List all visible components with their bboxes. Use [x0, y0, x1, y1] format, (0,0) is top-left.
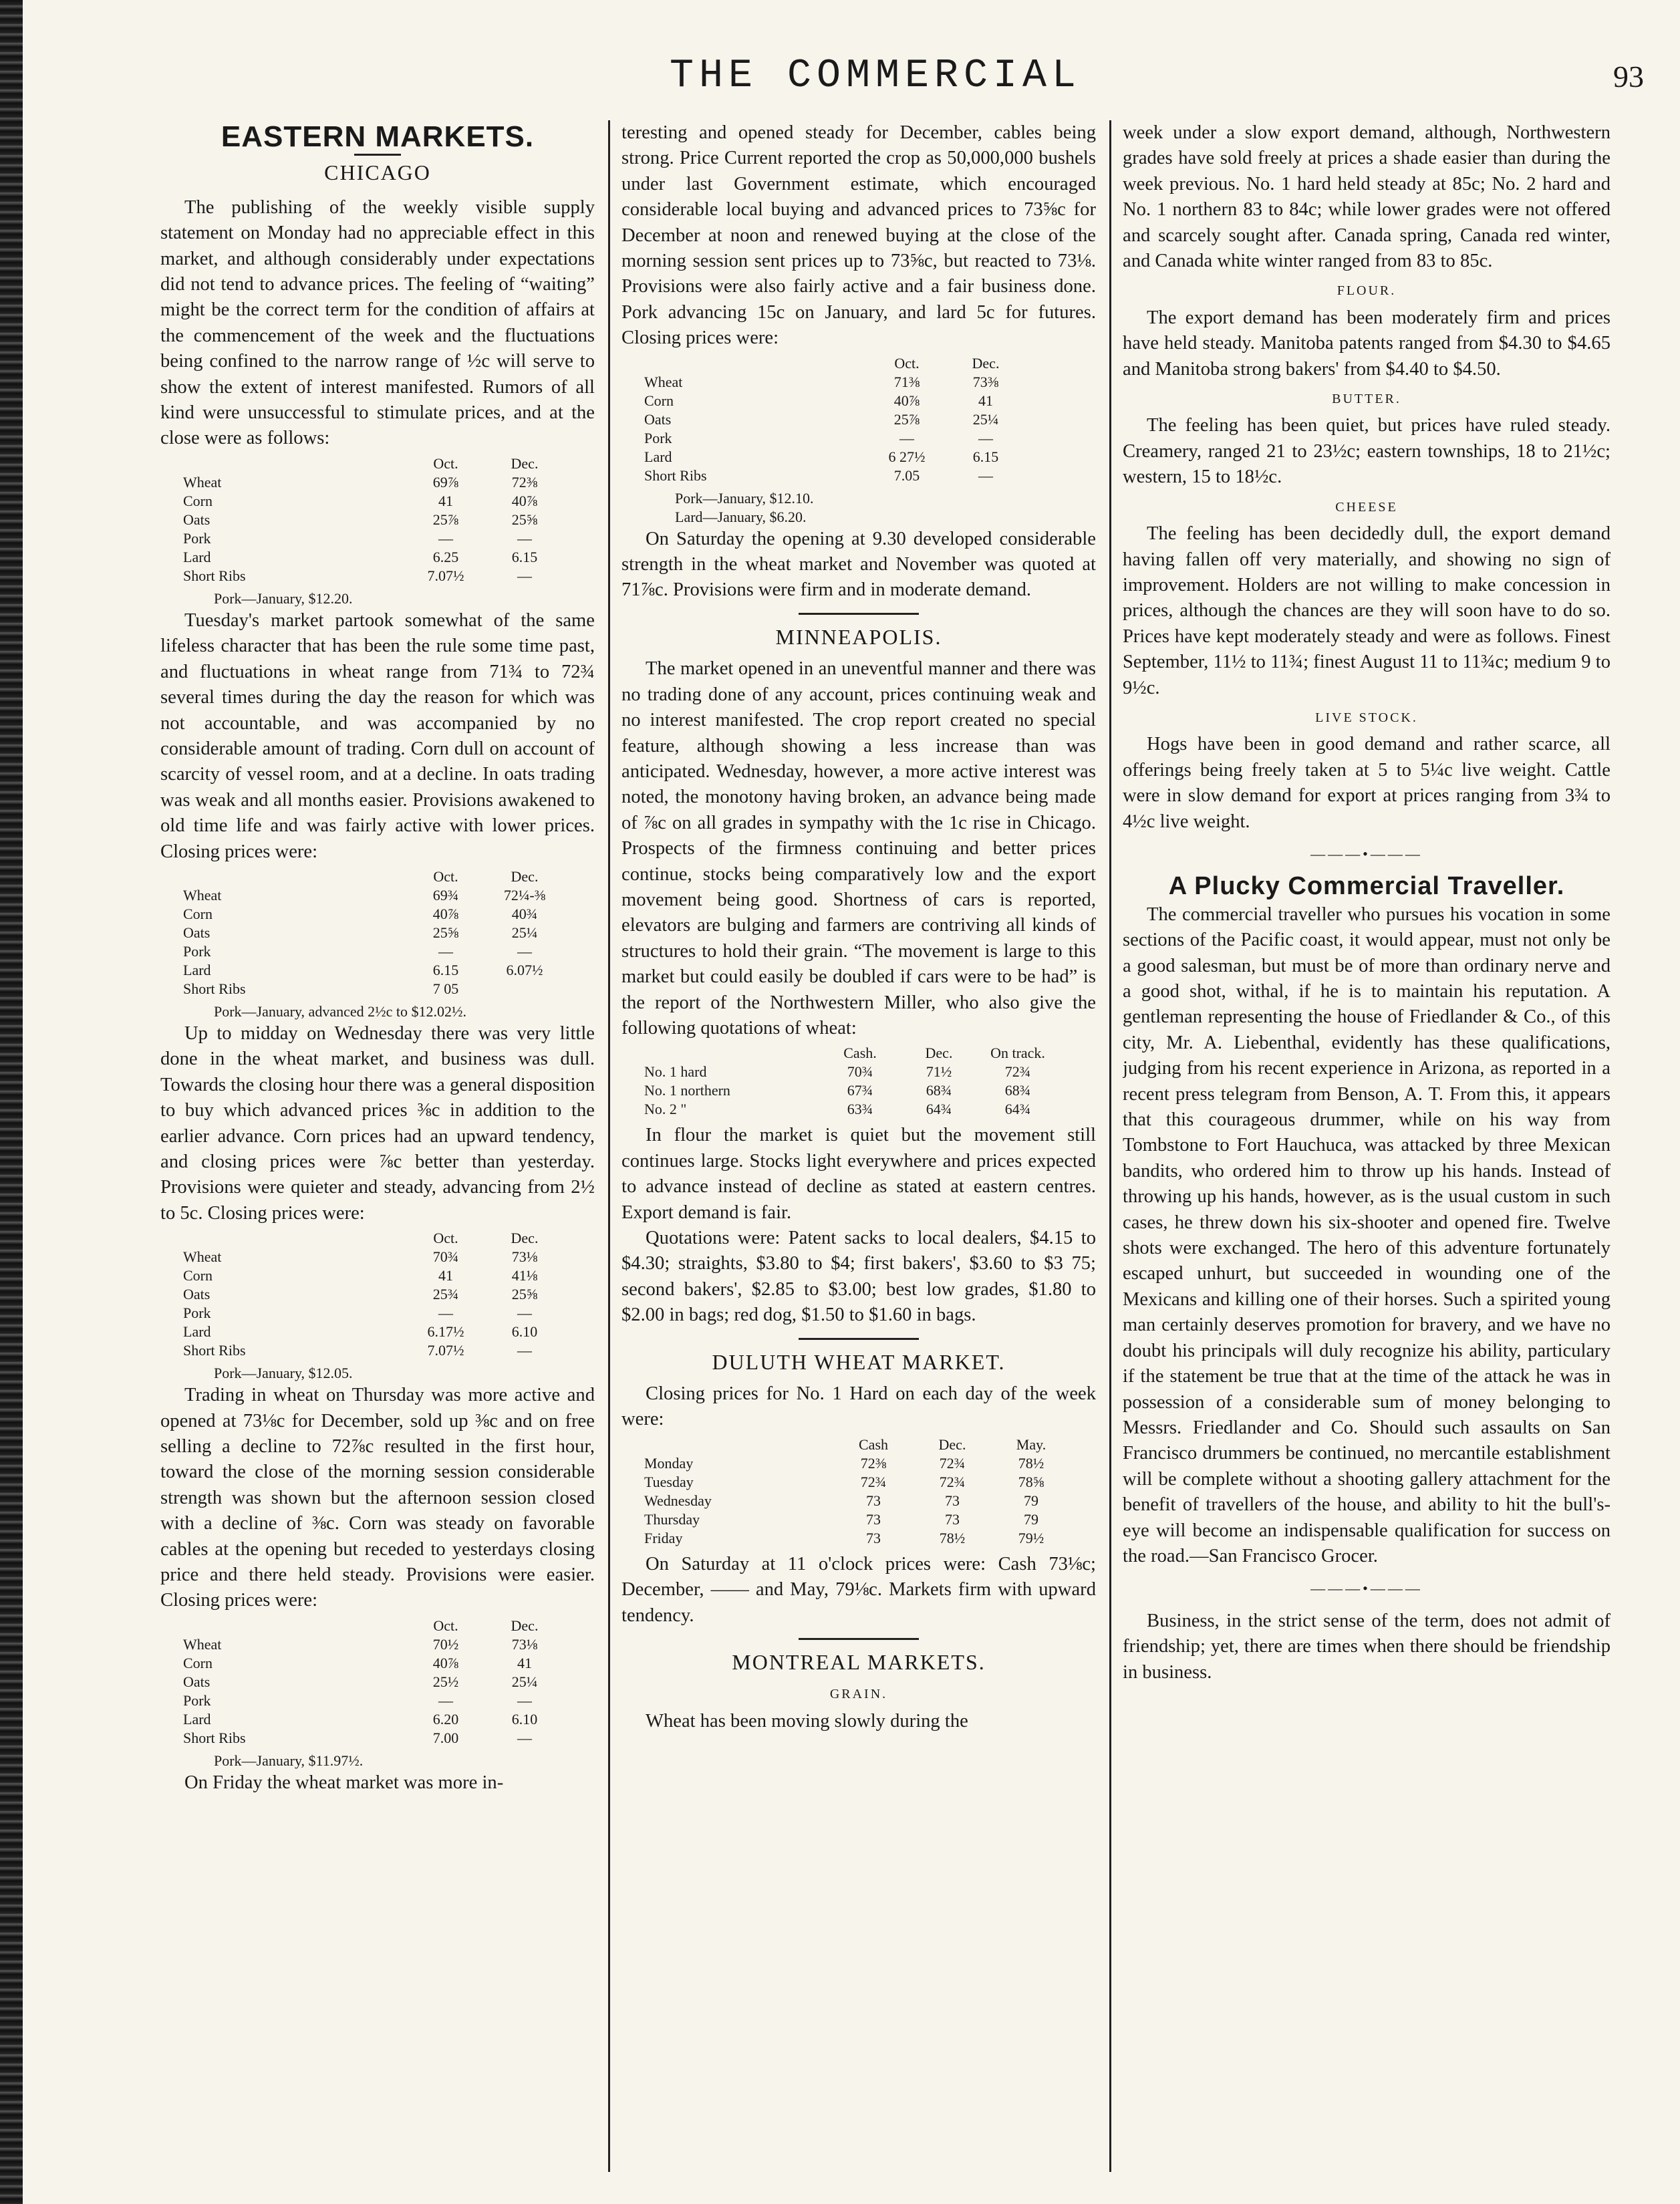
table-row: Friday 73 78½ 79½ — [644, 1529, 1044, 1546]
column-rule — [1109, 120, 1111, 2172]
table-row: Lard 6.25 6.15 — [183, 548, 538, 565]
table-row: Wheat 69¾ 72¼-⅜ — [183, 886, 546, 904]
table-row: Corn 40⅞ 41 — [644, 392, 993, 409]
col-header: Dec. — [925, 1045, 953, 1062]
section-title-eastern-markets: EASTERN MARKETS. — [221, 120, 535, 153]
table-row: No. 2 " 63¾ 64¾ 64¾ — [644, 1101, 1031, 1118]
subhead-live-stock: LIVE STOCK. — [1315, 710, 1418, 725]
column-rule — [608, 120, 610, 2172]
price-table-thursday — [180, 1617, 564, 1748]
section-title-minneapolis: MINNEAPOLIS. — [775, 624, 942, 649]
table-row: Wheat 70¾ 73⅛ — [183, 1248, 538, 1266]
paragraph: Up to midday on Wednesday there was very little done in the wheat market, and business was dull. Towards the closing hour there was a general disposition to buy which advanced prices ⅜c in addition to the earlier advance. Corn prices had an upward tendency, and closing prices were ⅞c better than yesterday. Provisions were quieter and steady, advancing from 2½ to 5c. Closing prices were: — [160, 1022, 595, 1224]
publication-title: THE COMMERCIAL — [669, 53, 1082, 99]
paragraph: On Friday the wheat market was more in- — [184, 1772, 504, 1793]
subhead-butter: BUTTER. — [1332, 392, 1401, 407]
col-header: Cash — [859, 1435, 888, 1453]
column-2 — [621, 120, 1096, 2172]
paragraph: Wheat has been moving slowly during the — [646, 1710, 968, 1732]
col-header: Dec. — [511, 454, 539, 472]
paragraph: Quotations were: Patent sacks to local dealers, $4.15 to $4.30; straights, $3.80 to $4; first bakers', $3.60 to $3 75; second bakers', $2.85 to $3.00; best low grades, $1.80 to $2.00 in bags; red dog, $1.50 to $1.60 in bags. — [621, 1228, 1096, 1326]
col-header: Oct. — [433, 867, 458, 885]
paragraph: Trading in wheat on Thursday was more active and opened at 73⅛c for December, sold up ⅜c and on free selling a decline to 72⅞c resulted in the first hour, toward the close of the morning session considerable strength was shown but the afternoon session closed with a decline of ⅜c. Corn was steady on favorable cables at the opening but receded to yesterdays closing price and there held steady. Provisions were easier. Closing prices were: — [160, 1385, 595, 1611]
section-title-montreal: MONTREAL MARKETS. — [732, 1650, 986, 1675]
col-header: Dec. — [511, 867, 539, 885]
paragraph: On Saturday at 11 o'clock prices were: Cash 73⅛c; December, —— and May, 79⅛c. Markets firm with upward tendency. — [621, 1553, 1096, 1626]
paragraph: The market opened in an uneventful manner and there was no trading done of any account, prices continuing weak and no interest manifested. The crop report created no special feature, although showing a less increase than was anticipated. Wednesday, however, a more active interest was noted, the monotony having broken, an advance being made of ⅞c on all grades in sympathy with the 1c rise in Chicago. Prospects of the firmness continuing and better prices continue, stocks being comparatively low and the export movement being good. Shortness of cars is reported, elevators are bulging and farmers are contriving all kinds of structures to hold their grain. “The movement is large to this market but could easily be doubled if cars were to be had” is the report of the Northwestern Miller, who also give the following quotations of wheat: — [621, 658, 1096, 1039]
table-row: Oats 25⅞ 25¼ — [644, 410, 999, 428]
col-header: Dec. — [938, 1435, 966, 1453]
table-row: Monday 72⅜ 72¾ 78½ — [644, 1454, 1044, 1472]
col-header: Oct. — [433, 454, 458, 472]
paragraph: week under a slow export demand, although, Northwestern grades have sold freely at prices a shade easier than during the week previous. No. 1 hard held steady at 85c; No. 2 hard and No. 1 northern 83 to 84c; while lower grades were not offered and scarcely sought after. Canada spring, Canada red winter, and Canada white winter ranged from 83 to 85c. — [1123, 122, 1611, 272]
table-row: Pork — — — [183, 529, 532, 547]
table-row: No. 1 northern 67¾ 68¾ 68¾ — [644, 1082, 1031, 1099]
binding-edge — [0, 0, 23, 2204]
paragraph: The publishing of the weekly visible supply statement on Monday had no appreciable effect in this market, and although considerably under expectations did not tend to advance prices. The feeling of “waiting” might be the correct term for the condition of affairs at the commencement of the week and the fluctuations being confined to the narrow range of ½c will serve to show the extent of interest manifested. Rumors of all kind were unsuccessful to stimulate prices, and at the close were as follows: — [160, 196, 595, 449]
paragraph: Closing prices for No. 1 Hard on each day of the week were: — [621, 1383, 1096, 1430]
column-1 — [160, 120, 595, 2172]
table-row: Corn 41 41⅛ — [183, 1267, 538, 1284]
table-note: Pork—January, $11.97½. — [214, 1752, 364, 1769]
table-row: Wheat 70½ 73⅛ — [183, 1635, 538, 1653]
price-table-wednesday — [180, 1229, 564, 1360]
price-table-monday — [180, 454, 564, 585]
paragraph: On Saturday the opening at 9.30 developed considerable strength in the wheat market and November was quoted at 71⅞c. Provisions were firm and in moderate demand. — [621, 528, 1096, 601]
table-row: Pork — — — [183, 1304, 532, 1322]
table-row: Lard 6.17½ 6.10 — [183, 1323, 538, 1341]
paragraph: In flour the market is quiet but the movement still continues large. Stocks light everywhere and prices expected to advance instead of decline as stated at eastern centres. Export demand is fair. — [621, 1125, 1096, 1223]
table-row: Corn 40⅞ 41 — [183, 1654, 532, 1671]
section-title-plucky-traveller: A Plucky Commercial Traveller. — [1168, 872, 1565, 901]
table-row: Lard 6.20 6.10 — [183, 1710, 538, 1728]
wheat-quotations-table — [642, 1044, 1057, 1119]
price-table-tuesday — [180, 867, 564, 998]
col-header: Oct. — [433, 1617, 458, 1634]
table-row: Oats 25⅞ 25⅝ — [183, 511, 538, 528]
table-row: Short Ribs 7.07½ — — [183, 1342, 532, 1359]
paragraph: Business, in the strict sense of the term, does not admit of friendship; yet, there are times when there should be friendship in business. — [1123, 1610, 1611, 1683]
page-number: 93 — [1613, 59, 1644, 94]
paragraph: Hogs have been in good demand and rather scarce, all offerings being freely taken at 5 to 5¼c live weight. Cattle were in slow demand for export at prices ranging from 3¾ to 4½c live weight. — [1123, 734, 1611, 832]
paragraph: The commercial traveller who pursues his vocation in some sections of the Pacific coast, it would appear, must not only be a good salesman, but must be of more than ordinary nerve and a good shot, withal, if he is to maintain his reputation. A gentleman representing the house of Friedlander & Co., of this city, Mr. A. Liebenthal, evidently has these qualifications, judging from his recent experience in Arizona, as reported in a recent press telegram from Benson, A. T. From this, it appears that this courageous drummer, while on his way from Tombstone to Fort Hauchuca, was attacked by three Mexican bandits, who ordered him to throw up his hands. Instead of throwing up his hands, however, as is the usual custom in such cases, he threw down his six-shooter and opened fire. Twelve shots were exchanged. The hero of this adventure fortunately escaped unhurt, but succeeded in wounding one of the Mexicans and killing one of their horses. Such a spirited young man certainly deserves promotion for bravery, and we have no doubt his principals will duly recognize his ability, particulary if the statement be true that at the time of the attack he was in possession of a considerable sum of money belonging to Messrs. Friedlander and Co. Should such assaults on San Francisco drummers be continued, no mercantile establishment will be complete without a shooting gallery attachment for the benefit of travellers of the house, and ability to hit the bull's-eye will become an indispensable qualification for success on the road.—San Francisco Grocer. — [1123, 904, 1611, 1566]
table-row: No. 1 hard 70¾ 71½ 72¾ — [644, 1063, 1031, 1081]
table-note: Pork—January, $12.10. — [675, 489, 814, 507]
table-row: Lard 6 27½ 6.15 — [644, 448, 999, 465]
table-row: Short Ribs 7.00 — — [183, 1729, 532, 1746]
table-row: Short Ribs 7 05 — [183, 980, 459, 997]
price-table-friday — [642, 354, 1025, 485]
title-rule — [354, 154, 401, 156]
table-row: Short Ribs 7.07½ — — [183, 567, 532, 584]
table-note: Pork—January, $12.05. — [214, 1365, 353, 1382]
section-rule — [799, 613, 919, 615]
col-header: Oct. — [894, 354, 920, 372]
paragraph: The export demand has been moderately firm and prices have held steady. Manitoba patents ranged from $4.30 to $4.65 and Manitoba strong bakers' from $4.40 to $4.50. — [1123, 307, 1611, 380]
table-row: Wheat 71⅜ 73⅜ — [644, 373, 999, 390]
duluth-price-table — [642, 1435, 1071, 1548]
ornament-rule: ———•——— — [1310, 1580, 1423, 1597]
subhead-cheese: CHEESE — [1335, 499, 1398, 515]
table-row: Lard 6.15 6.07½ — [183, 961, 543, 978]
table-row: Short Ribs 7.05 — — [644, 466, 993, 484]
col-header: On track. — [990, 1045, 1045, 1062]
table-row: Pork — — — [183, 942, 532, 960]
ornament-rule: ———•——— — [1310, 845, 1423, 862]
col-header: Cash. — [843, 1045, 877, 1062]
column-3 — [1123, 120, 1611, 2172]
subhead-chicago: CHICAGO — [324, 160, 431, 185]
table-row: Tuesday 72¾ 72¾ 78⅝ — [644, 1473, 1044, 1490]
table-note: Lard—January, $6.20. — [675, 508, 807, 525]
table-row: Wednesday 73 73 79 — [644, 1492, 1038, 1509]
masthead — [107, 40, 1644, 100]
table-row: Oats 25⅝ 25¼ — [183, 924, 538, 941]
col-header: Oct. — [433, 1230, 458, 1247]
col-header: May. — [1016, 1435, 1046, 1453]
table-note: Pork—January, advanced 2½c to $12.02½. — [214, 1002, 466, 1020]
table-row: Oats 25½ 25¼ — [183, 1673, 538, 1690]
section-rule — [799, 1338, 919, 1340]
subhead-grain: GRAIN. — [829, 1687, 888, 1702]
table-row: Thursday 73 73 79 — [644, 1510, 1038, 1528]
section-title-duluth: DULUTH WHEAT MARKET. — [712, 1349, 1006, 1374]
table-row: Pork — — — [644, 429, 993, 446]
table-row: Oats 25¾ 25⅝ — [183, 1286, 538, 1303]
col-header: Dec. — [511, 1230, 539, 1247]
table-row: Corn 40⅞ 40¾ — [183, 905, 538, 922]
paragraph: The feeling has been quiet, but prices have ruled steady. Creamery, ranged 21 to 23½c; eastern townships, 18 to 21½c; western, 15 to 18½c. — [1123, 415, 1611, 488]
table-row: Wheat 69⅞ 72⅜ — [183, 473, 538, 491]
subhead-flour: FLOUR. — [1337, 283, 1397, 299]
section-rule — [799, 1638, 919, 1640]
paragraph: Tuesday's market partook somewhat of the same lifeless character that has been the rule some time past, and fluctuations in wheat range from 71¾ to 72¾ several times during the day the reason for which was not accountable, and was accompanied by no considerable amount of trading. Corn dull on account of scarcity of vessel room, and at a decline. In oats trading was weak and all months easier. Provisions awakened to old time life and was fairly active with lower prices. Closing prices were: — [160, 609, 595, 862]
col-header: Dec. — [511, 1617, 539, 1634]
table-row: Corn 41 40⅞ — [183, 492, 538, 509]
table-row: Pork — — — [183, 1691, 532, 1709]
paragraph: teresting and opened steady for December, cables being strong. Price Current reported the crop as 50,000,000 bushels under last Government estimate, which encouraged considerable local buying and advanced prices to 73⅝c for December at noon and renewed buying at the close of the morning session sent prices up to 73⅝c, but reacted to 73⅛. Provisions were also fairly active and a fair business done. Pork advancing 15c on January, and lard 5c for futures. Closing prices were: — [621, 122, 1096, 349]
paragraph: The feeling has been decidedly dull, the export demand having fallen off very materially, and showing no sign of improvement. Holders are not willing to make concession in prices, although the chances are they will soon have to do so. Prices have kept moderately steady and were as follows. Finest September, 11½ to 11¾; finest August 11 to 11¾c; medium 9 to 9½c. — [1123, 523, 1611, 698]
table-note: Pork—January, $12.20. — [214, 589, 353, 607]
col-header: Dec. — [972, 354, 1000, 372]
